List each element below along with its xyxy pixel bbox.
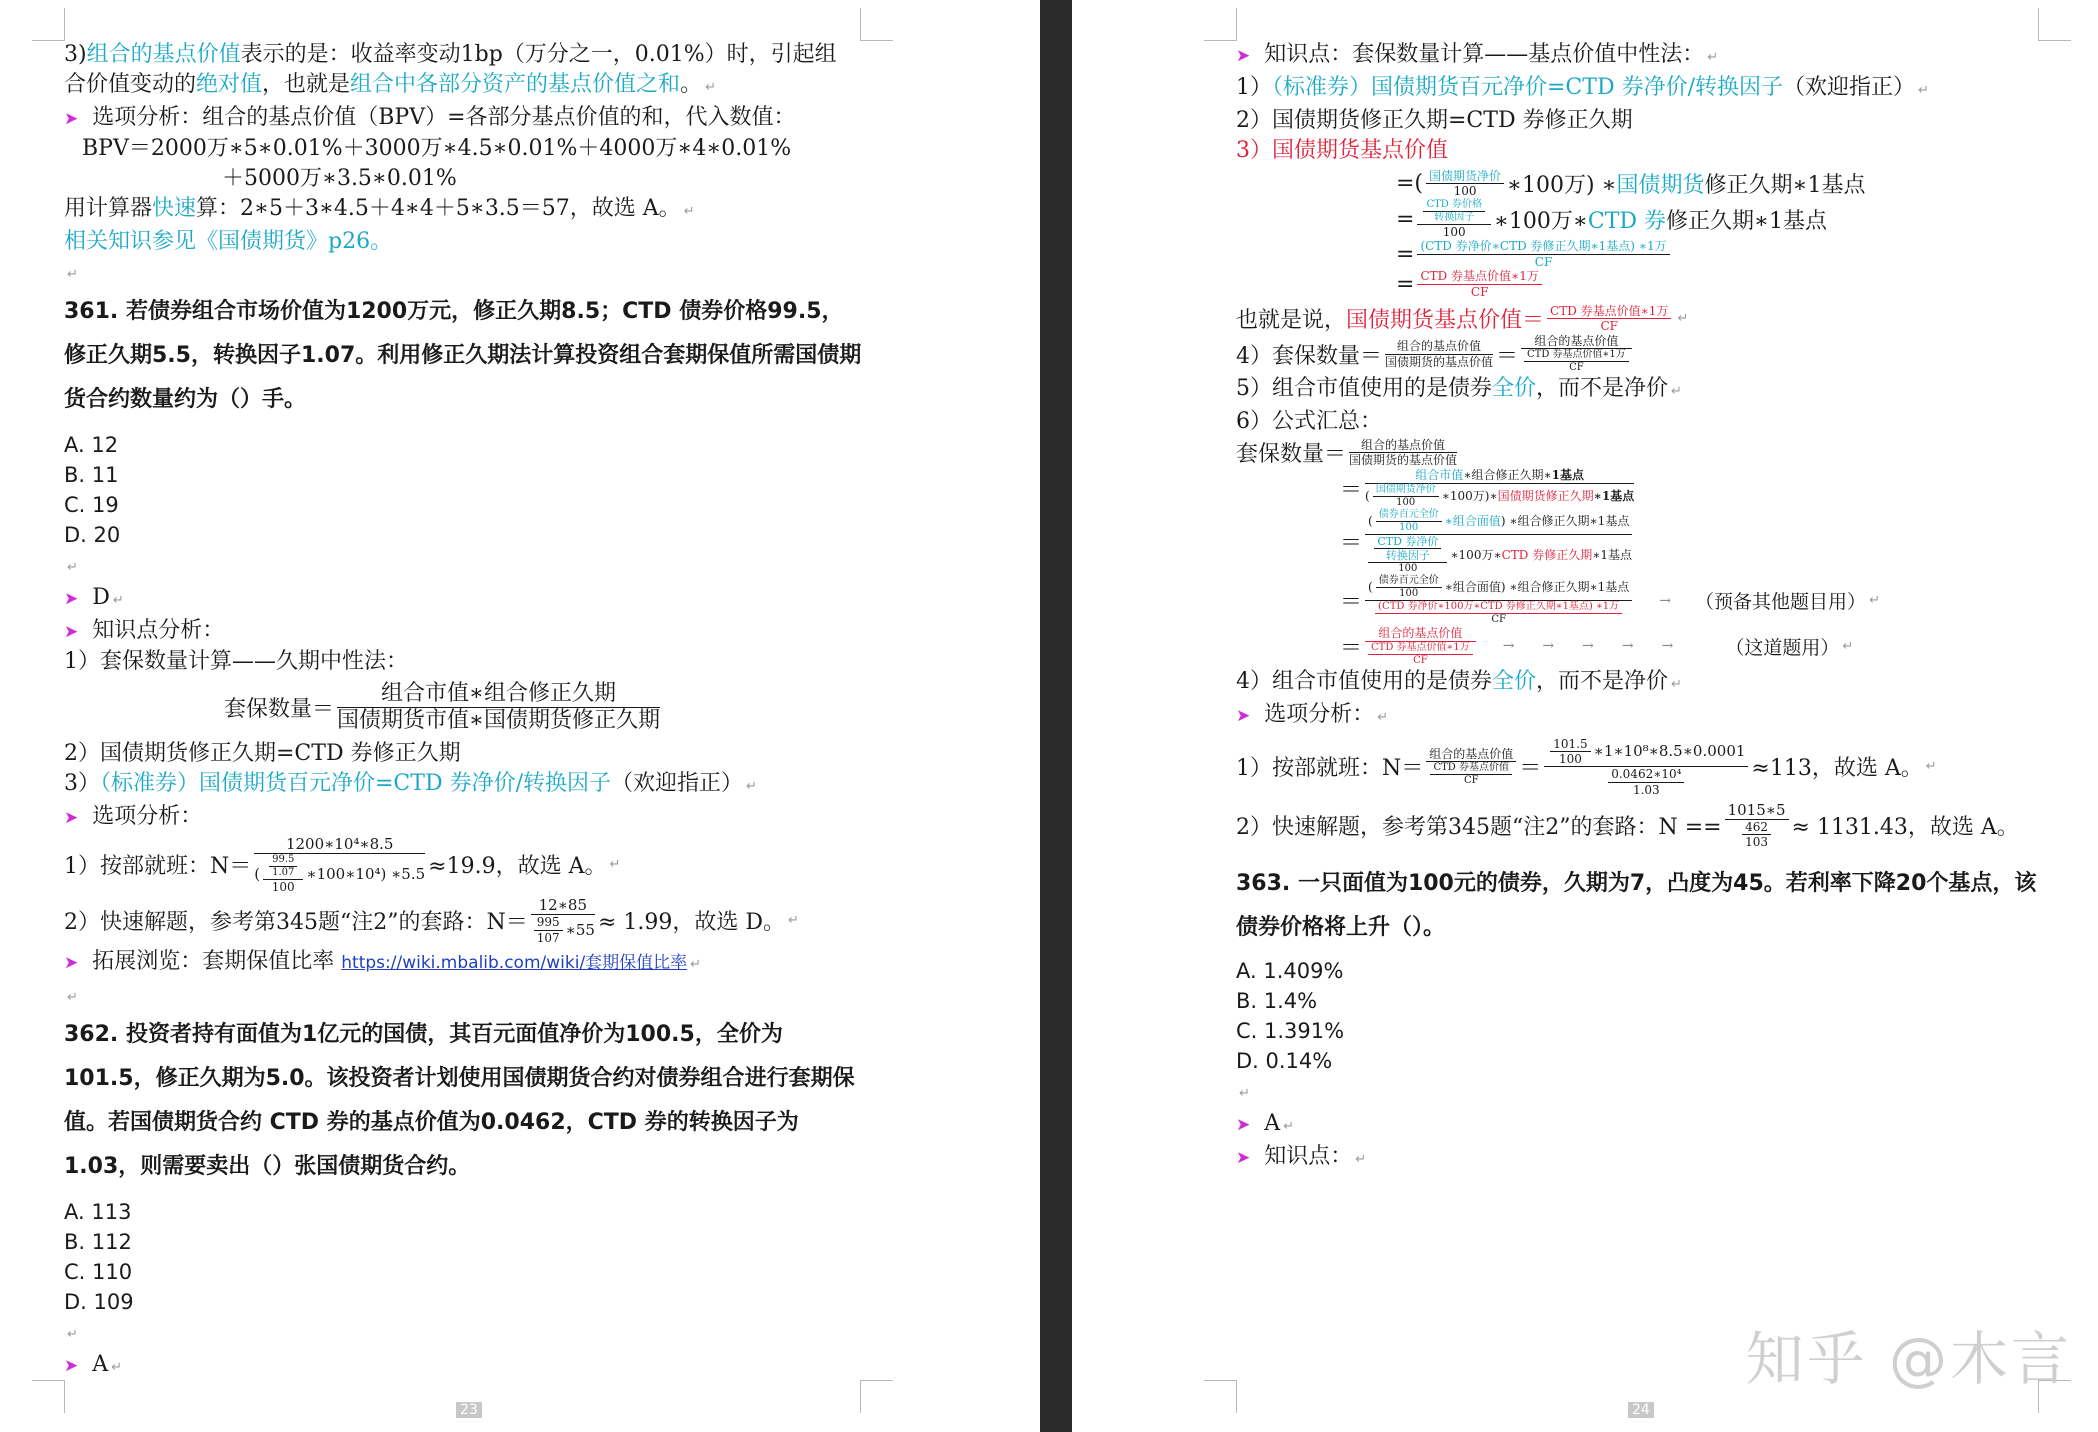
option-a: A. 1.409% [1236, 958, 1344, 983]
crop-mark [860, 1380, 893, 1413]
arrow-bullet-icon: ➤ [64, 1355, 79, 1376]
question-361: 361. 若债券组合市场价值为1200万元，修正久期8.5；CTD 债券价格99.5，修正久期5.5，转换因子1.07。利用修正久期法计算投资组合套期保值所需国债期货合约数量约为（）手。 [64, 299, 862, 412]
formula-summary-1: ＝ 组合市值∗组合修正久期∗1基点 ( $\frac{\text{国债期货净价}}{100}$ ∗100万)∗ 国债期货修正久期 ∗1基点 [1340, 468, 1635, 508]
solution-step-2: 2）快速解题，参考第345题“注2”的套路：N＝ 12∗85 $\frac{995}{107}$ ∗55 ≈ 1.99，故选 D。 ↵ [64, 896, 799, 945]
option-d: D. 0.14% [1236, 1048, 1333, 1073]
kp-line-1: 1）（标准券）国债期货百元净价=CTD 券净价/转换因子（欢迎指正） ↵ [1236, 75, 1929, 100]
option-analysis-title: ➤ 选项分析： ↵ [1236, 701, 1389, 727]
option-b: B. 1.4% [1236, 988, 1318, 1013]
option-a: A. 12 [64, 433, 119, 457]
kp-line-5: 5）组合市值使用的是债券全价，而不是净价 ↵ [1236, 376, 1682, 402]
arrow-bullet-icon: ➤ [1236, 1147, 1251, 1168]
futures-bpv-eq-3: = $\frac{\text{(CTD 券净价∗CTD 券修正久期∗1基点) ∗1万}}{CF}$ [1236, 239, 2056, 269]
hedge-quantity-line: 4）套保数量＝ $\frac{\text{组合的基点价值}}{\text{国债期货的基点价值}}$ ＝ $\frac{\text{组合的基点价值}}{\frac{\text{CTD 券基点价值∗1万}}{CF}}$ [1236, 334, 2056, 374]
kp-line-7: 4）组合市值使用的是债券全价，而不是净价 ↵ [1236, 668, 1682, 694]
zhihu-watermark: 知乎 @木言 [1745, 1325, 2072, 1393]
formula-summary-2: ＝ ( $\frac{\text{债券百元全价}}{100}$ ∗组合面值 ) ∗组合修正久期∗1基点 $\frac{\frac{\text{CTD 券净价}}{\text{转换因子}}}{100}$ ∗100万∗ CTD 券修正久期 ∗1基点 [1340, 508, 1633, 575]
answer-363: ➤ A ↵ [1236, 1110, 1295, 1136]
crop-mark [32, 1380, 65, 1413]
ref-line: 相关知识参见《国债期货》p26。 [64, 229, 393, 254]
left-page-content: 3)组合的基点价值表示的是：收益率变动1bp（万分之一，0.01%）时，引起组 合价值变动的绝对值，也就是组合中各部分资产的基点价值之和。 ↵ ➤ 选项分析：组合的基点价值（BPV）=各部分基点价值的和，代入数值： BPV＝2000万∗5∗0.01%＋3000万∗4.5∗0.01%＋4000万∗4∗0.01% ＋5000万∗3.5∗0.01% 用计算器快速算：2∗5＋3∗4.5＋4∗4＋5∗3.5＝57，故选 A。 ↵ 相关知识参见《国债期货》p26。 ↵ 361. 若债券组合市场价值为1200万元，修正久期8.5；CTD 债券价格99.5，修正久期5.5，转换因子1.07。利用修正久期法计算投资组合套期保值所需国债期货合约数量约为（）手。 A. 12 B. 11 C. 19 D. 20 ↵ ➤ D ↵ ➤ 知识点分析： 1）套保数量计算——久期中性法： 套保数量＝ $\frac{\text{组合市值∗组合修正久期}}{\text{国债期货市值∗国债期货修正久期}}$ 2）国债期货修正久期=CTD 券修正久期 3）（标准券）国债期货百元净价=CTD 券净价/转换因子（欢迎指正） ↵ ➤ 选项分析： 1）按部就班：N＝ 1200∗10⁴∗8.5 ( $\frac{\frac{99.5}{1.07}}{100}$ ∗100∗10⁴) ∗5.5 ≈19.9，故选 A。 ↵ 2）快速解题，参考第345题“注2”的套路：N＝ 12∗85 $\frac{995}{107}$ ∗55 ≈ 1.99，故选 D。 ↵ ➤ 拓展浏览：套期保值比率 https://wiki.mbalib.com/wiki/套期保值比率 ↵ ↵ 362. 投资者持有面值为1亿元的国债，其百元面值净价为100.5，全价为101.5，修正久期为5.0。该投资者计划使用国债期货合约对债券组合进行套期保值。若国债期货合约 CTD 券的基点价值为0.0462，CTD 券的转换因子为1.03，则需要卖出（）张国债期货合约。 A. 113 B. 112 C. 110 D. 109 ↵ ➤ A ↵ [64, 40, 864, 1383]
kp-line-1: 1）套保数量计算——久期中性法： [64, 649, 408, 674]
solution-step-2: 2）快速解题，参考第345题“注2”的套路：N == $\frac{1015∗5}{\frac{462}{103}}$ ≈ 1131.43，故选 A。 [1236, 801, 2019, 850]
formula-summary-4: ＝ $\frac{\text{组合的基点价值}}{\frac{\text{CTD 券基点价值∗1万}}{CF}}$ →→→→→ （这道题用） ↵ [1340, 626, 1854, 666]
analysis-line: ➤ 选项分析：组合的基点价值（BPV）=各部分基点价值的和，代入数值： [64, 105, 796, 130]
formula-summary-0: 套保数量＝ $\frac{\text{组合的基点价值}}{\text{国债期货的基点价值}}$ [1236, 437, 1458, 468]
intro-line-2: 合价值变动的绝对值，也就是组合中各部分资产的基点价值之和。 ↵ [64, 72, 716, 97]
bpv-line-2: ＋5000万∗3.5∗0.01% [222, 166, 457, 191]
document-page-right [1072, 0, 2098, 1432]
kp-line-2: 2）国债期货修正久期=CTD 券修正久期 [1236, 108, 1633, 133]
answer-361: ➤ D ↵ [64, 585, 124, 610]
arrow-bullet-icon: ➤ [64, 807, 79, 828]
crop-mark [1204, 8, 1237, 41]
arrow-bullet-icon: ➤ [64, 622, 79, 642]
arrow-bullet-icon: ➤ [1236, 705, 1251, 726]
arrow-bullet-icon: ➤ [64, 109, 79, 129]
option-b: B. 11 [64, 463, 119, 487]
page-divider [1040, 0, 1072, 1432]
page-number: 23 [456, 1402, 482, 1418]
calc-line: 用计算器快速算：2∗5＋3∗4.5＋4∗4＋5∗3.5＝57，故选 A。 ↵ [64, 196, 695, 221]
right-page-content: ➤ 知识点：套保数量计算——基点价值中性法： ↵ 1）（标准券）国债期货百元净价=CTD 券净价/转换因子（欢迎指正） ↵ 2）国债期货修正久期=CTD 券修正久期 3）国债期货基点价值 =( $\frac{\text{国债期货净价}}{100}$ ∗100万) ∗ 国债期货 修正久期∗1基点 = $\frac{\frac{\text{CTD 券价格}}{\text{转换因子}}}{100}$ ∗100万∗ CTD 券 修正久期∗1基点 = $\frac{\text{(CTD 券净价∗CTD 券修正久期∗1基点) ∗1万}}{CF}$ = $\frac{\text{CTD 券基点价值∗1万}}{CF}$ 也就是说， 国债期货基点价值＝ $\frac{\text{CTD 券基点价值∗1万}}{CF}$ ↵ 4）套保数量＝ $\frac{\text{组合的基点价值}}{\text{国债期货的基点价值}}$ ＝ $\frac{\text{组合的基点价值}}{\frac{\text{CTD 券基点价值∗1万}}{CF}}$ 5）组合市值使用的是债券全价，而不是净价 ↵ 6）公式汇总： 套保数量＝ $\frac{\text{组合的基点价值}}{\text{国债期货的基点价值}}$ ＝ 组合市值∗组合修正久期∗1基点 ( $\frac{\text{国债期货净价}}{100}$ ∗100万)∗ 国债期货修正久期 ∗1基点 ＝ ( $\frac{\text{债券百元全价}}{100}$ ∗组合面值 ) ∗组合修正久期∗1基点 $\frac{\frac{\text{CTD 券净价}}{\text{转换因子}}}{100}$ ∗100万∗ CTD 券修正久期 ∗1基点 ＝ ( $\frac{\text{债券百元全价}}{100}$ ∗组合面值) ∗组合修正久期∗1基点 $\frac{\text{(CTD 券净价∗100万∗CTD 券修正久期∗1基点) ∗1万}}{CF}$ → （预备其他题目用） ↵ ＝ $\frac{\text{组合的基点价值}}{\frac{\text{CTD 券基点价值∗1万}}{CF}}$ →→→→→ （这道题用） ↵ 4）组合市值使用的是债券全价，而不是净价 ↵ ➤ 选项分析： ↵ 1）按部就班：N＝ $\frac{\text{组合的基点价值}}{\frac{\text{CTD 券基点价值}}{CF}}$ ＝ $\frac{101.5}{100}$ ∗1∗10⁸∗8.5∗0.0001 $\frac{\text{0.0462∗10⁴}}{1.03}$ ≈113，故选 A。 ↵ 2）快速解题，参考第345题“注2”的套路：N == $\frac{1015∗5}{\frac{462}{103}}$ ≈ 1131.43，故选 A。 363. 一只面值为100元的债券，久期为7，凸度为45。若利率下降20个基点，该债券价格将上升（）。 A. 1.409% B. 1.4% C. 1.391% D. 0.14% ↵ ➤ A ↵ ➤ 知识点： ↵ [1236, 40, 2056, 1175]
futures-bpv-eq-2: = $\frac{\frac{\text{CTD 券价格}}{\text{转换因子}}}{100}$ ∗100万∗ CTD 券 修正久期∗1基点 [1396, 199, 1827, 239]
duration-formula: 套保数量＝ $\frac{\text{组合市值∗组合修正久期}}{\text{国债期货市值∗国债期货修正久期}}$ [224, 681, 660, 734]
crop-mark [32, 8, 65, 41]
option-c: C. 110 [64, 1259, 133, 1284]
option-a: A. 113 [64, 1199, 132, 1224]
kp-363: ➤ 知识点： ↵ [1236, 1143, 1367, 1169]
option-c: C. 19 [64, 493, 119, 517]
intro-line-1: 3)组合的基点价值表示的是：收益率变动1bp（万分之一，0.01%）时，引起组 [64, 42, 837, 67]
bpv-line-1: BPV＝2000万∗5∗0.01%＋3000万∗4.5∗0.01%＋4000万∗4∗0.01% [82, 136, 792, 161]
kp-line-6: 6）公式汇总： [1236, 409, 1382, 435]
option-d: D. 109 [64, 1289, 134, 1314]
arrow-bullet-icon: ➤ [1236, 1114, 1251, 1135]
option-d: D. 20 [64, 523, 121, 547]
crop-mark [1204, 1380, 1237, 1413]
document-page-left [0, 0, 1040, 1432]
option-c: C. 1.391% [1236, 1018, 1345, 1043]
futures-bpv-summary: 也就是说， 国债期货基点价值＝ $\frac{\text{CTD 券基点价值∗1万}}{CF}$ ↵ [1236, 303, 1689, 333]
solution-step-1: 1）按部就班：N＝ $\frac{\text{组合的基点价值}}{\frac{\text{CTD 券基点价值}}{CF}}$ ＝ $\frac{101.5}{100}$ ∗1∗10⁸∗8.5∗0.0001 $\frac{\text{0.0462∗10⁴}}{1.03}$ ≈113，故选 A。 ↵ [1236, 736, 1937, 797]
hedge-ratio-link[interactable]: https://wiki.mbalib.com/wiki/套期保值比率 [341, 952, 688, 973]
question-363: 363. 一只面值为100元的债券，久期为7，凸度为45。若利率下降20个基点，该债券价格将上升（）。 [1236, 870, 2037, 940]
futures-bpv-eq-4: = $\frac{\text{CTD 券基点价值∗1万}}{CF}$ [1236, 269, 2056, 299]
kp-line-3: 3）（标准券）国债期货百元净价=CTD 券净价/转换因子（欢迎指正） ↵ [64, 770, 757, 796]
question-362: 362. 投资者持有面值为1亿元的国债，其百元面值净价为100.5，全价为101.5，修正久期为5.0。该投资者计划使用国债期货合约对债券组合进行套期保值。若国债期货合约 CTD 券的基点价值为0.0462，CTD 券的转换因子为1.03，则需要卖出（）张国债期货合约。 [64, 1021, 855, 1179]
kp-title: ➤ 知识点：套保数量计算——基点价值中性法： ↵ [1236, 42, 1719, 67]
extended-reading: ➤ 拓展浏览：套期保值比率 https://wiki.mbalib.com/wiki/套期保值比率 ↵ [64, 948, 702, 974]
futures-bpv-eq-1: =( $\frac{\text{国债期货净价}}{100}$ ∗100万) ∗ 国债期货 修正久期∗1基点 [1396, 168, 1866, 198]
kp-title: ➤ 知识点分析： [64, 618, 225, 643]
answer-362: ➤ A ↵ [64, 1351, 123, 1377]
crop-mark [2038, 8, 2071, 41]
kp-line-2: 2）国债期货修正久期=CTD 券修正久期 [64, 740, 461, 766]
option-analysis-title: ➤ 选项分析： [64, 803, 203, 829]
arrow-bullet-icon: ➤ [64, 952, 79, 973]
solution-step-1: 1）按部就班：N＝ 1200∗10⁴∗8.5 ( $\frac{\frac{99.5}{1.07}}{100}$ ∗100∗10⁴) ∗5.5 ≈19.9，故选 A。 ↵ [64, 834, 621, 894]
option-b: B. 112 [64, 1229, 132, 1254]
page-number: 24 [1628, 1402, 1654, 1418]
arrow-bullet-icon: ➤ [1236, 46, 1251, 66]
formula-summary-3: ＝ ( $\frac{\text{债券百元全价}}{100}$ ∗组合面值) ∗组合修正久期∗1基点 $\frac{\text{(CTD 券净价∗100万∗CTD 券修正久期∗1基点) ∗1万}}{CF}$ → （预备其他题目用） ↵ [1340, 575, 1880, 626]
arrow-bullet-icon: ➤ [64, 589, 79, 609]
crop-mark [860, 8, 893, 41]
kp-line-3: 3）国债期货基点价值 [1236, 138, 1448, 163]
